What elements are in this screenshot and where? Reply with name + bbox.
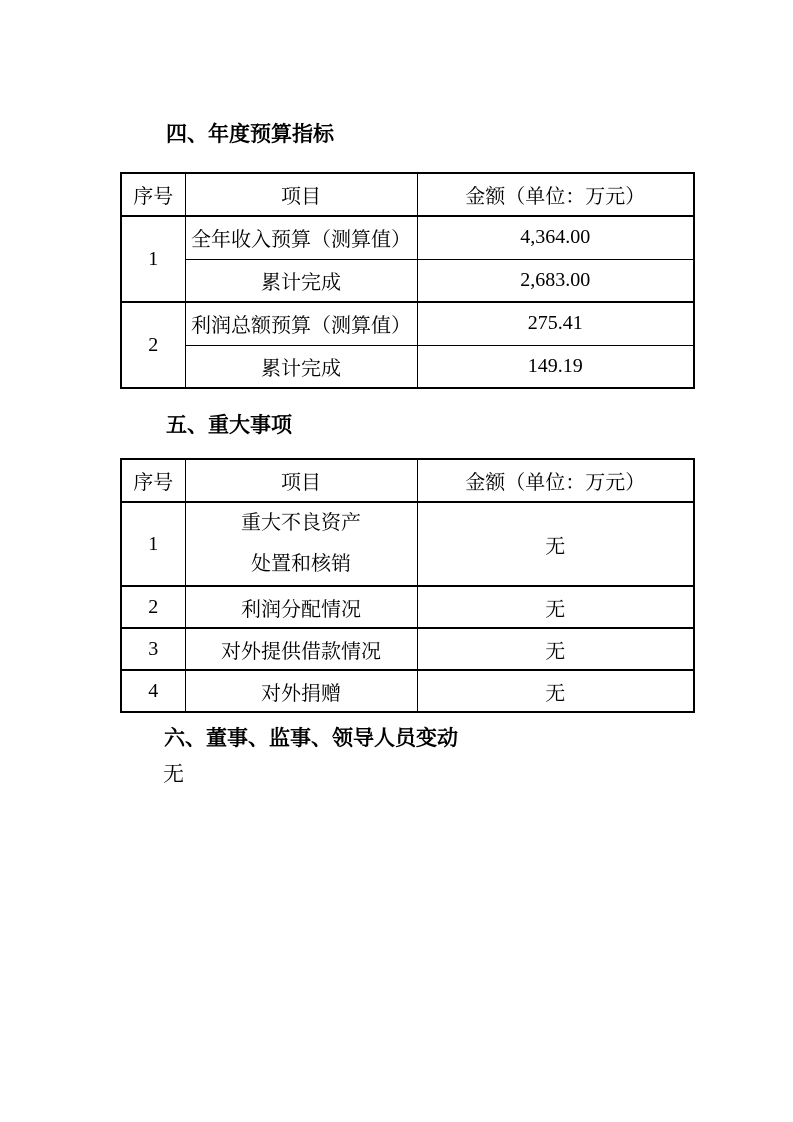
- budget-amount-value: 4,364.00: [417, 216, 694, 259]
- budget-row-number: 2: [121, 302, 185, 388]
- budget-table: [120, 172, 695, 389]
- major-item-label: 对外提供借款情况: [185, 628, 417, 670]
- table-row: [121, 302, 694, 345]
- budget-amount-value: 2,683.00: [417, 259, 694, 302]
- major-amount-value: 无: [417, 586, 694, 628]
- budget-item-label: 全年收入预算（测算值）: [185, 216, 417, 259]
- major-header-amount: 金额（单位：万元）: [417, 459, 694, 502]
- major-amount-value: 无: [417, 670, 694, 712]
- budget-header-item: 项目: [185, 173, 417, 216]
- major-item-label: [185, 502, 417, 586]
- section-4-heading: 四、年度预算指标: [166, 123, 334, 146]
- major-item-label: 利润分配情况: [185, 586, 417, 628]
- major-row-number: 1: [121, 502, 185, 586]
- major-item-label-line2: 处置和核销: [251, 553, 351, 575]
- major-row-number: 4: [121, 670, 185, 712]
- major-table-header-row: [121, 459, 694, 502]
- major-row-number: 2: [121, 586, 185, 628]
- major-item-label: 对外捐赠: [185, 670, 417, 712]
- table-row: [121, 628, 694, 670]
- budget-amount-value: 275.41: [417, 302, 694, 345]
- budget-row-number: 1: [121, 216, 185, 302]
- section-6-content: 无: [163, 762, 184, 786]
- budget-header-no: 序号: [121, 173, 185, 216]
- major-row-number: 3: [121, 628, 185, 670]
- major-amount-value: 无: [417, 502, 694, 586]
- table-row: [121, 259, 694, 302]
- section-5-heading: 五、重大事项: [166, 414, 292, 437]
- table-row: [121, 502, 694, 586]
- table-row: [121, 670, 694, 712]
- table-row: [121, 216, 694, 259]
- budget-item-label: 累计完成: [185, 345, 417, 388]
- section-6-heading: 六、董事、监事、领导人员变动: [164, 727, 458, 750]
- major-amount-value: 无: [417, 628, 694, 670]
- major-item-label-line1: 重大不良资产: [241, 512, 361, 534]
- budget-item-label: 利润总额预算（测算值）: [185, 302, 417, 345]
- budget-table-header-row: [121, 173, 694, 216]
- table-row: [121, 586, 694, 628]
- budget-item-label: 累计完成: [185, 259, 417, 302]
- major-header-no: 序号: [121, 459, 185, 502]
- budget-header-amount: 金额（单位：万元）: [417, 173, 694, 216]
- major-matters-table: [120, 458, 695, 713]
- budget-amount-value: 149.19: [417, 345, 694, 388]
- table-row: [121, 345, 694, 388]
- major-header-item: 项目: [185, 459, 417, 502]
